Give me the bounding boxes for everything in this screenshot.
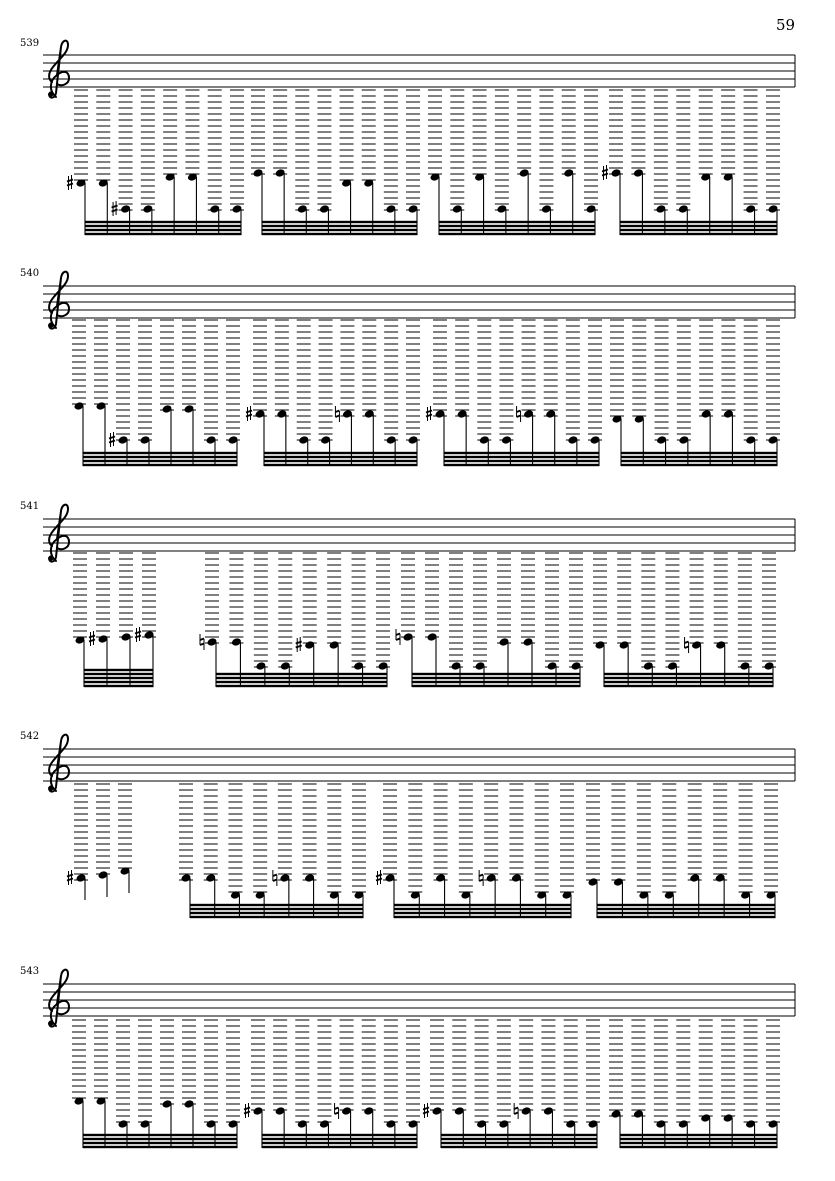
sharp-accidental	[135, 627, 141, 642]
beam	[83, 1146, 238, 1148]
natural-accidental	[200, 634, 204, 650]
beam	[190, 908, 364, 910]
beam	[597, 916, 776, 918]
beam	[83, 452, 238, 454]
beam	[83, 464, 238, 466]
beam	[85, 225, 242, 227]
beam	[620, 221, 778, 223]
sharp-accidental	[426, 406, 432, 421]
beam	[85, 233, 242, 235]
beam	[604, 685, 774, 687]
measure-number: 541	[20, 501, 40, 512]
beam	[412, 677, 581, 679]
beam	[262, 233, 418, 235]
beam	[262, 1134, 418, 1136]
beam	[444, 460, 600, 462]
beam	[83, 460, 238, 462]
beam	[620, 229, 778, 231]
measure-number: 540	[20, 268, 40, 279]
beam	[621, 460, 778, 462]
sharp-accidental	[67, 175, 73, 190]
sharp-accidental	[246, 406, 252, 421]
beam	[262, 1146, 418, 1148]
sharp-accidental	[89, 631, 95, 646]
beam	[216, 681, 388, 683]
natural-accidental	[517, 406, 521, 422]
treble-clef-icon	[48, 41, 69, 98]
beam	[597, 908, 776, 910]
sharp-accidental	[376, 870, 382, 885]
beam	[190, 912, 364, 914]
page-number: 59	[776, 16, 796, 34]
beam	[439, 225, 596, 227]
sharp-accidental	[602, 165, 608, 180]
beam	[84, 681, 154, 683]
treble-clef-icon	[48, 272, 69, 329]
beam	[621, 452, 778, 454]
treble-clef-icon	[48, 970, 69, 1027]
sharp-accidental	[67, 870, 73, 885]
beam	[83, 1142, 238, 1144]
beam	[444, 456, 600, 458]
beam	[620, 1142, 778, 1144]
beam	[190, 916, 364, 918]
beam	[84, 685, 154, 687]
beam	[216, 673, 388, 675]
beam	[394, 908, 572, 910]
beam	[441, 1134, 598, 1136]
beam	[264, 460, 418, 462]
beam	[621, 464, 778, 466]
measure-number: 542	[20, 731, 40, 742]
beam	[83, 1138, 238, 1140]
beam	[262, 229, 418, 231]
sharp-accidental	[296, 637, 302, 652]
natural-accidental	[335, 1103, 339, 1119]
beam	[83, 456, 238, 458]
beam	[412, 681, 581, 683]
beam	[84, 677, 154, 679]
beam	[394, 916, 572, 918]
beam	[444, 464, 600, 466]
beam	[439, 233, 596, 235]
natural-accidental	[685, 637, 689, 653]
beam	[604, 681, 774, 683]
beam	[190, 904, 364, 906]
beam	[394, 912, 572, 914]
beam	[620, 225, 778, 227]
beam	[441, 1138, 598, 1140]
beam	[412, 685, 581, 687]
treble-clef-icon	[48, 735, 69, 792]
beam	[444, 452, 600, 454]
beam	[620, 1138, 778, 1140]
sharp-accidental	[244, 1103, 250, 1118]
beam	[85, 229, 242, 231]
measure-number: 539	[20, 38, 40, 49]
beam	[621, 456, 778, 458]
natural-accidental	[479, 870, 483, 886]
treble-clef-icon	[48, 505, 69, 562]
sharp-accidental	[423, 1103, 429, 1118]
beam	[439, 221, 596, 223]
beam	[620, 233, 778, 235]
beam	[604, 673, 774, 675]
beam	[597, 912, 776, 914]
beam	[264, 452, 418, 454]
natural-accidental	[396, 629, 400, 645]
beam	[264, 456, 418, 458]
beam	[262, 1142, 418, 1144]
beam	[597, 904, 776, 906]
beam	[412, 673, 581, 675]
sharp-accidental	[109, 432, 115, 447]
beam	[439, 229, 596, 231]
beam	[441, 1146, 598, 1148]
beam	[216, 677, 388, 679]
beam	[216, 685, 388, 687]
beam	[441, 1142, 598, 1144]
natural-accidental	[335, 406, 339, 422]
beam	[604, 677, 774, 679]
beam	[262, 225, 418, 227]
beam	[83, 1134, 238, 1136]
natural-accidental	[514, 1103, 518, 1119]
beam	[262, 221, 418, 223]
beam	[262, 1138, 418, 1140]
natural-accidental	[273, 870, 277, 886]
beam	[84, 669, 154, 671]
beam	[84, 673, 154, 675]
beam	[85, 221, 242, 223]
sharp-accidental	[112, 201, 118, 216]
beam	[264, 464, 418, 466]
beam	[620, 1134, 778, 1136]
measure-number: 543	[20, 966, 40, 977]
beam	[620, 1146, 778, 1148]
beam	[394, 904, 572, 906]
